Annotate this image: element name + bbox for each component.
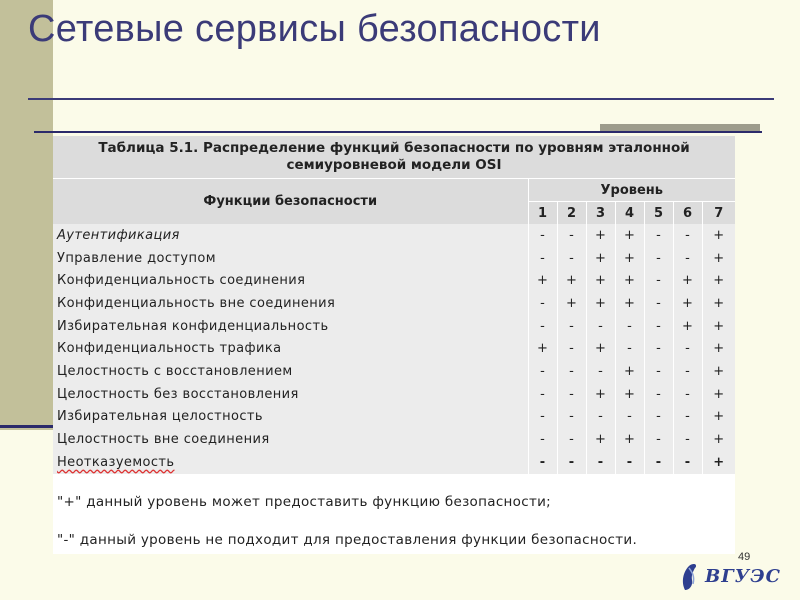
function-name: Конфиденциальность соединения xyxy=(57,273,306,289)
level-value-cell: + xyxy=(528,337,557,360)
level-value-cell: - xyxy=(644,315,673,338)
level-value-cell: - xyxy=(644,406,673,429)
level-value-cell: + xyxy=(702,337,735,360)
table-row xyxy=(53,451,735,474)
level-value-cell: + xyxy=(702,451,735,474)
table-row xyxy=(53,360,735,383)
functions-column-header: Функции безопасности xyxy=(53,179,528,225)
function-name: Конфиденциальность трафика xyxy=(57,341,282,357)
level-value-cell: - xyxy=(644,247,673,270)
university-logo xyxy=(677,560,781,594)
level-value-cell: - xyxy=(673,337,702,360)
level-value-cell: - xyxy=(673,406,702,429)
table-caption-line-1: Таблица 5.1. Распределение функций безопасности по уровням эталонной xyxy=(98,140,690,156)
table-row xyxy=(53,383,735,406)
level-value-cell: - xyxy=(557,360,586,383)
level-value-cell: - xyxy=(644,451,673,474)
level-number-header: 7 xyxy=(702,202,735,225)
function-name-cell xyxy=(53,383,528,406)
table-row xyxy=(53,224,735,247)
level-value-cell: + xyxy=(586,428,615,451)
level-number-header: 3 xyxy=(586,202,615,225)
table-row xyxy=(53,428,735,451)
left-decorative-bar xyxy=(0,0,53,430)
level-value-cell: - xyxy=(673,360,702,383)
table-panel xyxy=(53,136,735,554)
level-value-cell: + xyxy=(702,428,735,451)
level-value-cell: + xyxy=(673,292,702,315)
logo-text: ВГУЭС xyxy=(705,566,781,587)
level-value-cell: + xyxy=(702,269,735,292)
level-value-cell: + xyxy=(615,247,644,270)
level-value-cell: - xyxy=(528,292,557,315)
security-functions-table xyxy=(53,136,735,474)
level-value-cell: - xyxy=(557,451,586,474)
level-value-cell: - xyxy=(528,451,557,474)
level-value-cell: + xyxy=(586,247,615,270)
level-value-cell: + xyxy=(702,247,735,270)
level-value-cell: + xyxy=(702,292,735,315)
level-value-cell: + xyxy=(557,269,586,292)
level-value-cell: + xyxy=(586,269,615,292)
left-bar-accent-line xyxy=(0,425,60,428)
level-value-cell: - xyxy=(644,269,673,292)
table-row xyxy=(53,292,735,315)
level-value-cell: + xyxy=(702,224,735,247)
level-value-cell: - xyxy=(673,383,702,406)
function-name-cell xyxy=(53,224,528,247)
level-value-cell: - xyxy=(557,315,586,338)
level-value-cell: - xyxy=(644,428,673,451)
level-value-cell: - xyxy=(586,406,615,429)
level-value-cell: + xyxy=(586,292,615,315)
function-name: Конфиденциальность вне соединения xyxy=(57,295,336,311)
level-value-cell: - xyxy=(557,428,586,451)
level-value-cell: - xyxy=(673,428,702,451)
level-value-cell: - xyxy=(644,292,673,315)
level-value-cell: - xyxy=(557,383,586,406)
level-number-header: 2 xyxy=(557,202,586,225)
level-value-cell: - xyxy=(557,406,586,429)
level-value-cell: - xyxy=(586,315,615,338)
function-name-cell xyxy=(53,337,528,360)
function-name: Неотказуемость xyxy=(57,454,175,470)
level-column-header: Уровень xyxy=(528,179,735,202)
note-minus: "-" данный уровень не подходит для предоставления функции безопасности. xyxy=(57,532,638,548)
level-value-cell: + xyxy=(586,383,615,406)
level-value-cell: - xyxy=(673,224,702,247)
level-value-cell: - xyxy=(586,451,615,474)
function-name-cell xyxy=(53,315,528,338)
level-value-cell: - xyxy=(557,224,586,247)
level-value-cell: + xyxy=(615,224,644,247)
level-value-cell: + xyxy=(615,360,644,383)
function-name: Целостность вне соединения xyxy=(57,432,270,448)
function-name-cell xyxy=(53,451,528,474)
level-value-cell: - xyxy=(644,383,673,406)
function-name: Целостность без восстановления xyxy=(57,386,299,402)
level-value-cell: - xyxy=(557,247,586,270)
level-value-cell: - xyxy=(644,337,673,360)
function-name-cell xyxy=(53,269,528,292)
level-value-cell: - xyxy=(528,406,557,429)
level-value-cell: + xyxy=(702,406,735,429)
level-value-cell: - xyxy=(528,428,557,451)
function-name-cell xyxy=(53,360,528,383)
level-number-header: 4 xyxy=(615,202,644,225)
level-value-cell: + xyxy=(702,383,735,406)
table-notes xyxy=(57,492,727,568)
level-value-cell: + xyxy=(557,292,586,315)
level-value-cell: - xyxy=(644,224,673,247)
function-name-cell xyxy=(53,247,528,270)
level-value-cell: + xyxy=(615,269,644,292)
level-value-cell: + xyxy=(586,337,615,360)
level-value-cell: - xyxy=(528,383,557,406)
function-name-cell xyxy=(53,406,528,429)
level-value-cell: - xyxy=(528,315,557,338)
level-value-cell: - xyxy=(615,315,644,338)
level-value-cell: + xyxy=(586,224,615,247)
level-value-cell: - xyxy=(615,451,644,474)
level-value-cell: + xyxy=(615,383,644,406)
level-value-cell: - xyxy=(673,451,702,474)
level-value-cell: + xyxy=(528,269,557,292)
level-value-cell: - xyxy=(528,247,557,270)
level-value-cell: - xyxy=(644,360,673,383)
note-plus: "+" данный уровень может предоставить функцию безопасности; xyxy=(57,494,552,510)
function-name: Управление доступом xyxy=(57,250,216,266)
level-number-header: 1 xyxy=(528,202,557,225)
table-row xyxy=(53,247,735,270)
level-number-header: 6 xyxy=(673,202,702,225)
function-name: Целостность с восстановлением xyxy=(57,363,293,379)
table-row xyxy=(53,406,735,429)
table-row xyxy=(53,337,735,360)
function-name-cell xyxy=(53,428,528,451)
level-value-cell: + xyxy=(673,315,702,338)
level-value-cell: + xyxy=(615,292,644,315)
level-value-cell: - xyxy=(615,406,644,429)
table-row xyxy=(53,269,735,292)
table-caption-line-2: семиуровневой модели OSI xyxy=(286,157,502,173)
function-name-cell xyxy=(53,292,528,315)
table-row xyxy=(53,315,735,338)
function-name: Избирательная целостность xyxy=(57,409,263,425)
function-name: Избирательная конфиденциальность xyxy=(57,318,329,334)
page-number: 49 xyxy=(738,551,751,563)
level-value-cell: + xyxy=(702,315,735,338)
level-value-cell: - xyxy=(615,337,644,360)
level-value-cell: + xyxy=(615,428,644,451)
level-number-header: 5 xyxy=(644,202,673,225)
level-value-cell: - xyxy=(673,247,702,270)
level-value-cell: - xyxy=(528,224,557,247)
decorative-line xyxy=(34,131,762,133)
level-value-cell: + xyxy=(702,360,735,383)
level-value-cell: - xyxy=(528,360,557,383)
slide-title: Сетевые сервисы безопасности xyxy=(28,8,601,50)
function-name: Аутентификация xyxy=(57,227,180,243)
title-divider xyxy=(28,98,774,100)
level-value-cell: - xyxy=(586,360,615,383)
level-value-cell: - xyxy=(557,337,586,360)
level-value-cell: + xyxy=(673,269,702,292)
table-caption xyxy=(53,136,735,179)
logo-emblem-icon xyxy=(677,560,703,594)
